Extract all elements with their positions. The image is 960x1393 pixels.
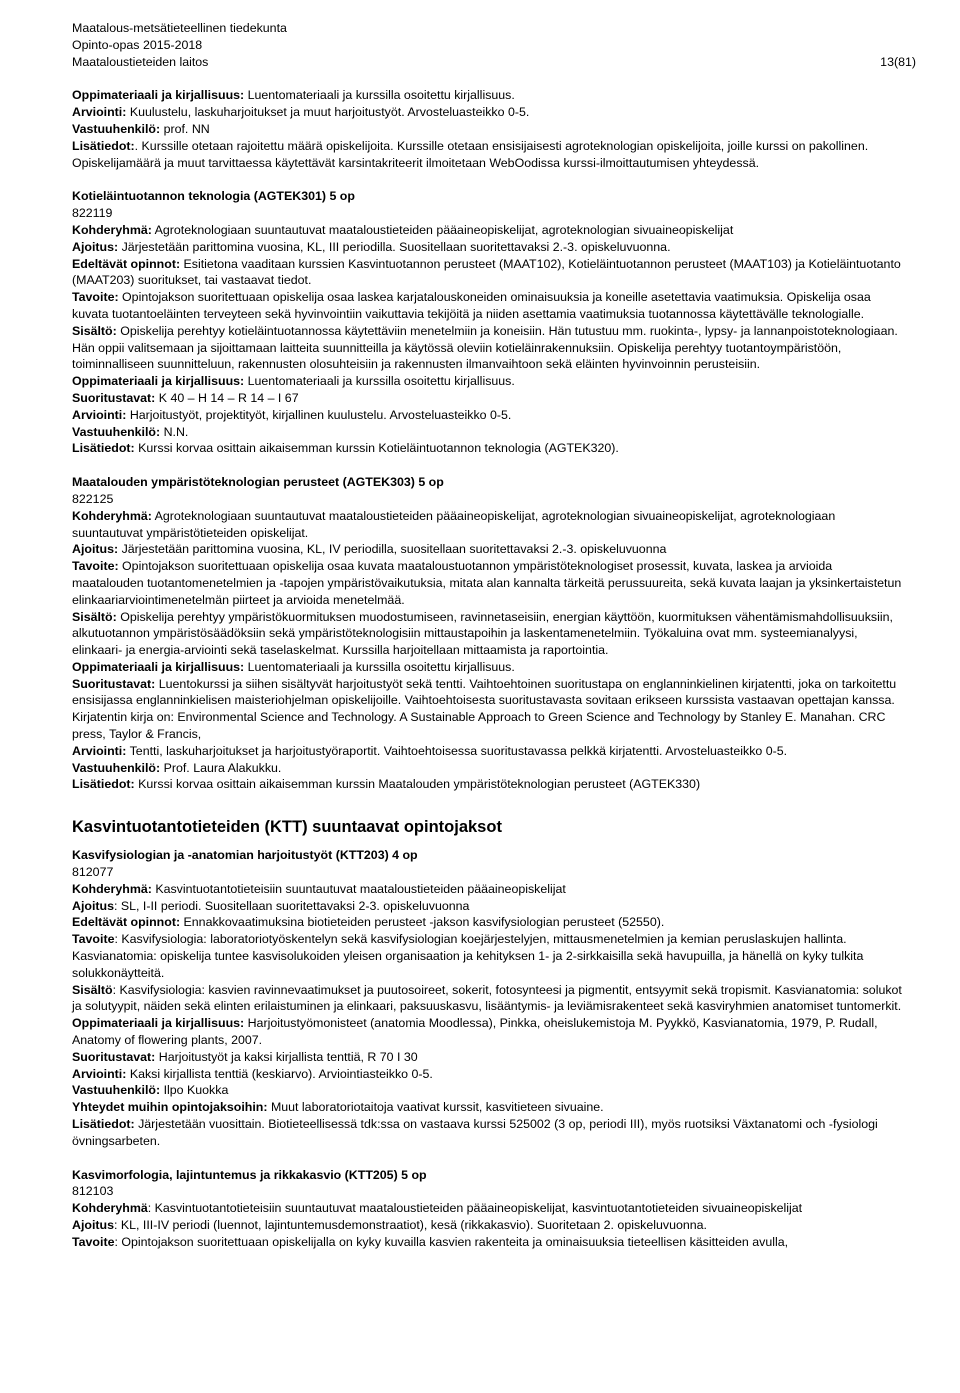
document-page bbox=[72, 20, 916, 1251]
field-prerequisites: Edeltävät opinnot: Ennakkovaatimuksina biotieteiden perusteet -jakson kasvifysiologian perusteet (52550). bbox=[72, 915, 665, 930]
field-target-group: Kohderyhmä: Agroteknologiaan suuntautuvat maataloustieteiden pääaineopiskelijat, agroteknologian sivuaineopiskelijat bbox=[72, 222, 734, 237]
field-responsible: Vastuuhenkilö: prof. NN bbox=[72, 121, 210, 136]
page-number: 13(81) bbox=[880, 54, 916, 69]
field-materials: Oppimateriaali ja kirjallisuus: Luentomateriaali ja kurssilla osoitettu kirjallisuus. bbox=[72, 659, 515, 674]
department-name: Maataloustieteiden laitos bbox=[72, 54, 209, 69]
course-ktt203 bbox=[72, 847, 902, 1149]
section-heading: Kasvintuotantotieteiden (KTT) suuntaavat opintojaksot bbox=[72, 818, 502, 837]
field-related-courses: Yhteydet muihin opintojaksoihin: Muut laboratoriotaitoja vaativat kurssit, kasvitieteen sivuaine. bbox=[72, 1100, 604, 1115]
field-timing: Ajoitus: Järjestetään parittomina vuosina, KL, III periodilla. Suositellaan suoritettavaksi 2.-3. opiskeluvuonna. bbox=[72, 239, 671, 254]
field-objective: Tavoite: Opintojakson suoritettuaan opiskelija osaa kuvata maataloustuotannon ympäristöteknologiset prosessit, kuvata, laskea ja arvioida maatalouden tuotantomenetelmien ja -tapojen ympäristövaikutuksia, mitata alan kannalta tärkeitä perussuureita, sekä kuvata laajan ja yksinkertaistetun elinkaariarviointimenetelmän piirteet ja arvioida menetelmää. bbox=[72, 559, 902, 607]
field-materials: Oppimateriaali ja kirjallisuus: Luentomateriaali ja kurssilla osoitettu kirjallisuus. bbox=[72, 374, 515, 389]
field-materials: Oppimateriaali ja kirjallisuus: Luentomateriaali ja kurssilla osoitettu kirjallisuus. bbox=[72, 88, 515, 103]
field-completion: Suoritustavat: Luentokurssi ja siihen sisältyvät harjoitustyöt sekä tentti. Vaihtoehtoinen suoritustapa on englanninkielinen kirjatentti, joka on tarkoitettu ensisijassa englanninkielisen maisteriohjelman opiskelijoille. Vaihtoehtoisesta suoritustavasta sovitaan erikseen kurssista vastaavan opettajan kanssa. Kirjatentin kirja on: Environmental Science and Technology. A Sustainable Approach to Green Science and Technology by Stanley E. Manahan. CRC press, Taylor & Francis, bbox=[72, 676, 897, 742]
field-materials: Oppimateriaali ja kirjallisuus: Harjoitustyömonisteet (anatomia Moodlessa), Pinkka, oheislukemistoja M. Pyykkö, Kasvianatomia, 1979, P. Rudall, Anatomy of flowering plants, 2007. bbox=[72, 1016, 878, 1048]
field-completion: Suoritustavat: Harjoitustyöt ja kaksi kirjallista tenttiä, R 70 I 30 bbox=[72, 1049, 418, 1064]
field-notes: Lisätiedot: Kurssi korvaa osittain aikaisemman kurssin Maatalouden ympäristöteknologian perusteet (AGTEK330) bbox=[72, 777, 701, 792]
previous-course-tail bbox=[72, 87, 902, 171]
field-timing: Ajoitus: Järjestetään parittomina vuosina, KL, IV periodilla, suositellaan suoritettavaksi 2.-3. opiskeluvuonna bbox=[72, 542, 667, 557]
course-agtek303 bbox=[72, 474, 902, 793]
course-code: 812103 bbox=[72, 1184, 114, 1199]
field-target-group: Kohderyhmä: Kasvintuotantotieteisiin suuntautuvat maataloustieteiden pääaineopiskelijat, kasvintuotantotieteiden sivuaineopiskelijat bbox=[72, 1201, 803, 1216]
field-target-group: Kohderyhmä: Kasvintuotantotieteisiin suuntautuvat maataloustieteiden pääaineopiskelijat bbox=[72, 881, 566, 896]
course-code: 822119 bbox=[72, 206, 113, 221]
field-responsible: Vastuuhenkilö: N.N. bbox=[72, 424, 189, 439]
course-title: Kasvifysiologian ja -anatomian harjoitustyöt (KTT203) 4 op bbox=[72, 848, 418, 863]
course-ktt205 bbox=[72, 1167, 902, 1251]
field-notes: Lisätiedot: Järjestetään vuosittain. Biotieteellisessä tdk:ssa on vastaava kurssi 525002 (3 op, periodi III), myös ruotsiksi Växtanatomi och -fysiologi övningsarbeten. bbox=[72, 1117, 878, 1148]
guide-title: Opinto-opas 2015-2018 bbox=[72, 37, 203, 52]
course-code: 822125 bbox=[72, 491, 114, 506]
course-title: Kasvimorfologia, lajintuntemus ja rikkakasvio (KTT205) 5 op bbox=[72, 1167, 427, 1182]
field-target-group: Kohderyhmä: Agroteknologiaan suuntautuvat maataloustieteiden pääaineopiskelijat, agroteknologian sivuaineopiskelijat, agroteknologiaan suuntautuvat ympäristötieteiden opiskelijat. bbox=[72, 508, 836, 540]
field-content: Sisältö: Opiskelija perehtyy ympäristökuormituksen muodostumiseen, ravinnetaseisiin, energian käyttöön, kuormituksen vähentämismahdollisuuksiin, alkutuotannon ympäristösäädöksiin sekä ympäristöteknologisiin mittaustapoihin ja laskentamenetelmiin. Työkaluina ovat mm. systeemianalyysi, elinkaari- ja energia-arviointi sekä taselaskelmat. Kurssilla harjoitellaan mittaamista ja raportointia. bbox=[72, 609, 893, 658]
field-prerequisites: Edeltävät opinnot: Esitietona vaaditaan kurssien Kasvintuotannon perusteet (MAAT102), Kotieläintuotannon perusteet (MAAT103) ja Kotieläintuotanto (MAAT203) suoritukset, tai vastaavat tiedot. bbox=[72, 256, 901, 288]
course-agtek301 bbox=[72, 188, 902, 457]
page-header bbox=[72, 20, 916, 70]
field-timing: Ajoitus: KL, III-IV periodi (luennot, lajintuntemusdemonstraatiot), kesä (rikkakasvio). Suoritetaan 2. opiskeluvuonna. bbox=[72, 1218, 707, 1232]
field-assessment: Arviointi: Tentti, laskuharjoitukset ja harjoitustyöraportit. Vaihtoehtoisessa suoritustavassa pelkkä kirjatentti. Arvosteluasteikko 0-5. bbox=[72, 743, 788, 758]
field-assessment: Arviointi: Kaksi kirjallista tenttiä (keskiarvo). Arviointiasteikko 0-5. bbox=[72, 1066, 433, 1081]
field-content: Sisältö: Opiskelija perehtyy kotieläintuotannossa käytettäviin menetelmiin ja koneisiin. Hän tutustuu mm. ruokinta-, lypsy- ja lannanpoistoteknologiaan. Hän oppii valitsemaan ja sijoittamaan laitteita suunnitteilla ja käytössä oleviin kotieläinrakennuksiin. Opiskelija perehtyy tuotantoympäristöön, toiminnalliseen suunnitteluun, rakennusten olosuhteisiin ja rakennusten ilmanvaihtoon sekä eläinten hyvinvoinnin perusteisiin. bbox=[72, 323, 898, 372]
field-responsible: Vastuuhenkilö: Prof. Laura Alakukku. bbox=[72, 760, 282, 775]
field-objective: Tavoite: Opintojakson suoritettuaan opiskelija osaa laskea karjatalouskoneiden ominaisuuksia ja koneille asetettavia vaatimuksia. Opiskelija osaa kuvata tuotantoeläinten terveyteen sekä hyvinvointiin vaikuttavia tekijöitä ja niiden asettamia vaatimuksia tuotannossa käytettävälle teknologialle. bbox=[72, 290, 871, 321]
course-title: Kotieläintuotannon teknologia (AGTEK301) 5 op bbox=[72, 189, 355, 204]
field-objective: Tavoite: Kasvifysiologia: laboratoriotyöskentelyn sekä kasvifysiologian koejärjestelyjen, mittausmenetelmien ja kemian peruslaskujen hallinta. Kasvianatomia: opiskelija tuntee kasvisolukoiden yleisen organisaation ja kehityksen 1- ja 2-sirkkaisilla sekä havupuilla, ja hänellä on kyky tulkita solukkonäytteitä. bbox=[72, 932, 864, 980]
field-completion: Suoritustavat: K 40 – H 14 – R 14 – I 67 bbox=[72, 390, 299, 405]
course-code: 812077 bbox=[72, 865, 114, 880]
field-notes: Lisätiedot: Kurssi korvaa osittain aikaisemman kurssin Kotieläintuotannon teknologia (AGTEK320). bbox=[72, 441, 619, 456]
field-content: Sisältö: Kasvifysiologia: kasvien ravinnevaatimukset ja puutosoireet, sokerit, fotosynteesi ja pigmentit, entsyymit sekä tropismit. Kasvianatomia: solukot ja solutyypit, näiden sekä elinten erilaistuminen ja elinkaari, paksuuskasvu, lisääntymis- ja leviämisrakenteet sekä kasviryhmien anatomiset tuntomerkit. bbox=[72, 982, 902, 1014]
field-timing: Ajoitus: SL, I-II periodi. Suositellaan suoritettavaksi 2-3. opiskeluvuonna bbox=[72, 898, 470, 913]
course-title: Maatalouden ympäristöteknologian perusteet (AGTEK303) 5 op bbox=[72, 475, 444, 490]
field-objective: Tavoite: Opintojakson suoritettuaan opiskelijalla on kyky kuvailla kasvien rakenteita ja ominaisuuksia tieteellisen käsitteiden avulla, bbox=[72, 1234, 789, 1249]
field-assessment: Arviointi: Harjoitustyöt, projektityöt, kirjallinen kuulustelu. Arvosteluasteikko 0-5. bbox=[72, 407, 512, 422]
field-responsible: Vastuuhenkilö: Ilpo Kuokka bbox=[72, 1083, 229, 1098]
field-notes: Lisätiedot:. Kurssille otetaan rajoitettu määrä opiskelijoita. Kurssille otetaan ensisijaisesti agroteknologian opiskelijoita, joille kurssi on pakollinen. Opiskelijamäärä ja muut tarvittaessa käytettävät karsintakriteerit ilmoitetaan WebOodissa kurssi-ilmoittautumisen yhteydessä. bbox=[72, 138, 869, 170]
faculty-name: Maatalous-metsätieteellinen tiedekunta bbox=[72, 21, 287, 35]
field-assessment: Arviointi: Kuulustelu, laskuharjoitukset ja muut harjoitustyöt. Arvosteluasteikko 0-5. bbox=[72, 105, 530, 120]
